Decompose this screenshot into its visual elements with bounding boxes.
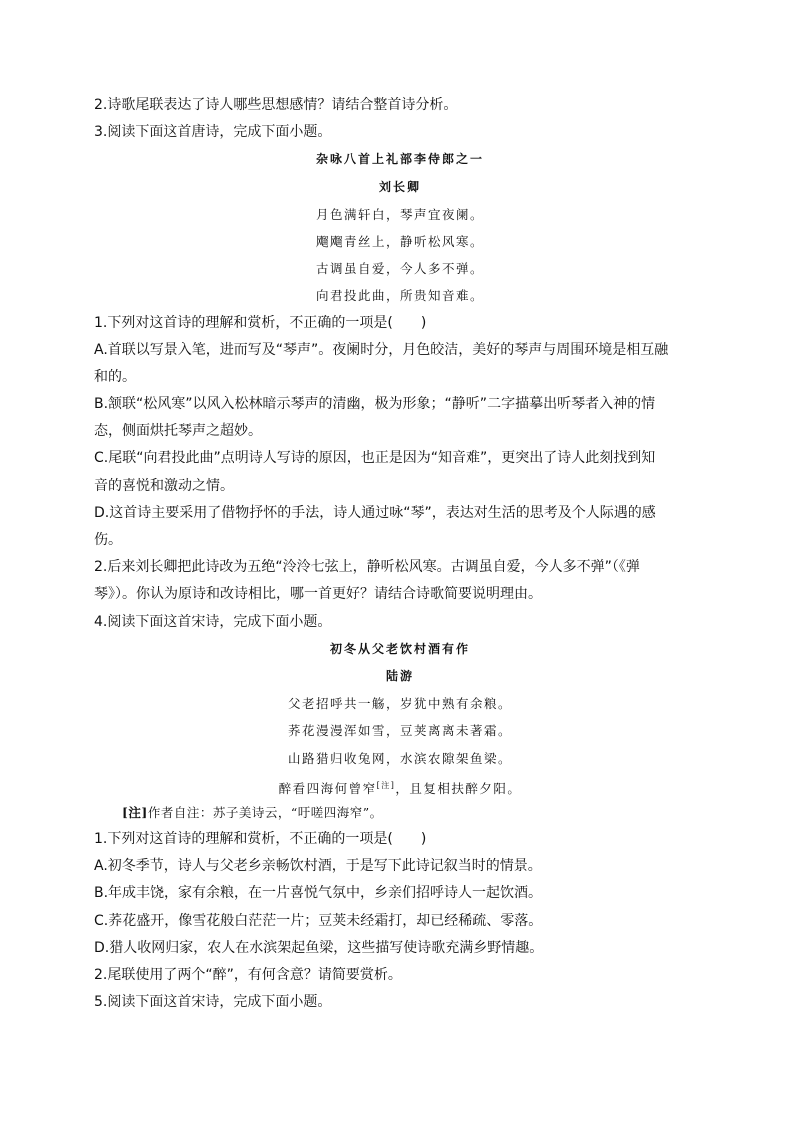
section-3-option-d-cont: 伤。 — [94, 532, 122, 548]
poem-4-author: 陆游 — [385, 668, 414, 683]
note-text: 作者自注：苏子美诗云，“吁嗟四海窄”。 — [147, 804, 383, 820]
section-3-option-c: C.尾联“向君投此曲”点明诗人写诗的原因，也正是因为“知音难”，更突出了诗人此刻找到知 — [94, 450, 656, 467]
section-3-option-b: B.颔联“松风寒”以风入松林暗示琴声的清幽，极为形象；“静听”二字描摹出听琴者入神的情 — [94, 396, 656, 413]
poem-3-verse: 月色满轩白，琴声宜夜阑。 — [315, 206, 484, 222]
poem-4-note — [94, 799, 706, 826]
poem-4-verse-part: 醉看四海何曾窄 — [278, 780, 377, 796]
section-5-intro: 5.阅读下面这首宋诗，完成下面小题。 — [94, 994, 332, 1011]
section-3-question-1: 1.下列对这首诗的理解和赏析，不正确的一项是( ) — [94, 314, 427, 331]
poem-4-title: 初冬从父老饮村酒有作 — [329, 641, 470, 656]
section-3-option-a: A.首联以写景入笔，进而写及“琴声”。夜阑时分，月色皎洁，美好的琴声与周围环境是相互融 — [94, 341, 669, 358]
section-4-question-2: 2.尾联使用了两个“醉”，有何含意？请简要赏析。 — [94, 967, 402, 983]
poem-3-title: 杂咏八首上礼部李侍郎之一 — [315, 152, 484, 167]
poem-3-author: 刘长卿 — [378, 179, 421, 194]
section-4-question-1: 1.下列对这首诗的理解和赏析，不正确的一项是( ) — [94, 831, 427, 848]
section-3-option-a-cont: 和的。 — [94, 368, 136, 385]
poem-4-verse: 山路猎归收兔网，水滨农隙架鱼梁。 — [287, 750, 512, 766]
section-4-option-a: A.初冬季节，诗人与父老乡亲畅饮村酒，于是写下此诗记叙当时的情景。 — [94, 858, 542, 875]
section-3-question-2-cont: 琴》）。你认为原诗和改诗相比，哪一首更好？请结合诗歌简要说明理由。 — [94, 586, 542, 603]
poem-4-verse: 荞花漫漫浑如雪，豆荚离离未著霜。 — [287, 723, 512, 739]
poem-3-verse: 古调虽自爱，今人多不弹。 — [315, 261, 484, 277]
section-3-option-b-cont: 态，侧面烘托琴声之超妙。 — [94, 423, 262, 440]
poem-3-verse: 飗飗青丝上，静听松风寒。 — [315, 233, 484, 249]
section-4-option-c: C.荞花盛开，像雪花般白茫茫一片；豆荚未经霜打，却已经稀疏、零落。 — [94, 912, 543, 929]
question-2-prompt: 2.诗歌尾联表达了诗人哪些思想感情？请结合整首诗分析。 — [94, 97, 458, 113]
section-4-option-b: B.年成丰饶，家有余粮，在一片喜悦气氛中，乡亲们招呼诗人一起饮酒。 — [94, 885, 543, 902]
section-3-intro: 3.阅读下面这首唐诗，完成下面小题。 — [94, 124, 332, 141]
section-3-option-c-cont: 音的喜悦和激动之情。 — [94, 477, 234, 494]
poem-4-verse: 父老招呼共一觞，岁犹中熟有余粮。 — [287, 696, 512, 712]
poem-4-verse — [94, 772, 706, 799]
poem-4-verse-part: ，且复相扶醉夕阳。 — [395, 780, 522, 796]
section-3-option-d: D.这首诗主要采用了借物抒怀的手法，诗人通过咏“琴”，表达对生活的思考及个人际遇的感 — [94, 504, 656, 521]
note-marker: [注] — [376, 780, 396, 790]
note-tag: [注] — [122, 804, 148, 820]
section-3-question-2: 2.后来刘长卿把此诗改为五绝“泠泠七弦上，静听松风寒。古调虽自爱，今人多不弹”（《弹 — [94, 559, 640, 576]
document-content — [94, 92, 706, 1016]
section-4-intro: 4.阅读下面这首宋诗，完成下面小题。 — [94, 613, 332, 630]
section-4-option-d: D.猎人收网归家，农人在水滨架起鱼梁，这些描写使诗歌充满乡野情趣。 — [94, 939, 544, 956]
poem-3-verse: 向君投此曲，所贵知音难。 — [315, 288, 484, 304]
